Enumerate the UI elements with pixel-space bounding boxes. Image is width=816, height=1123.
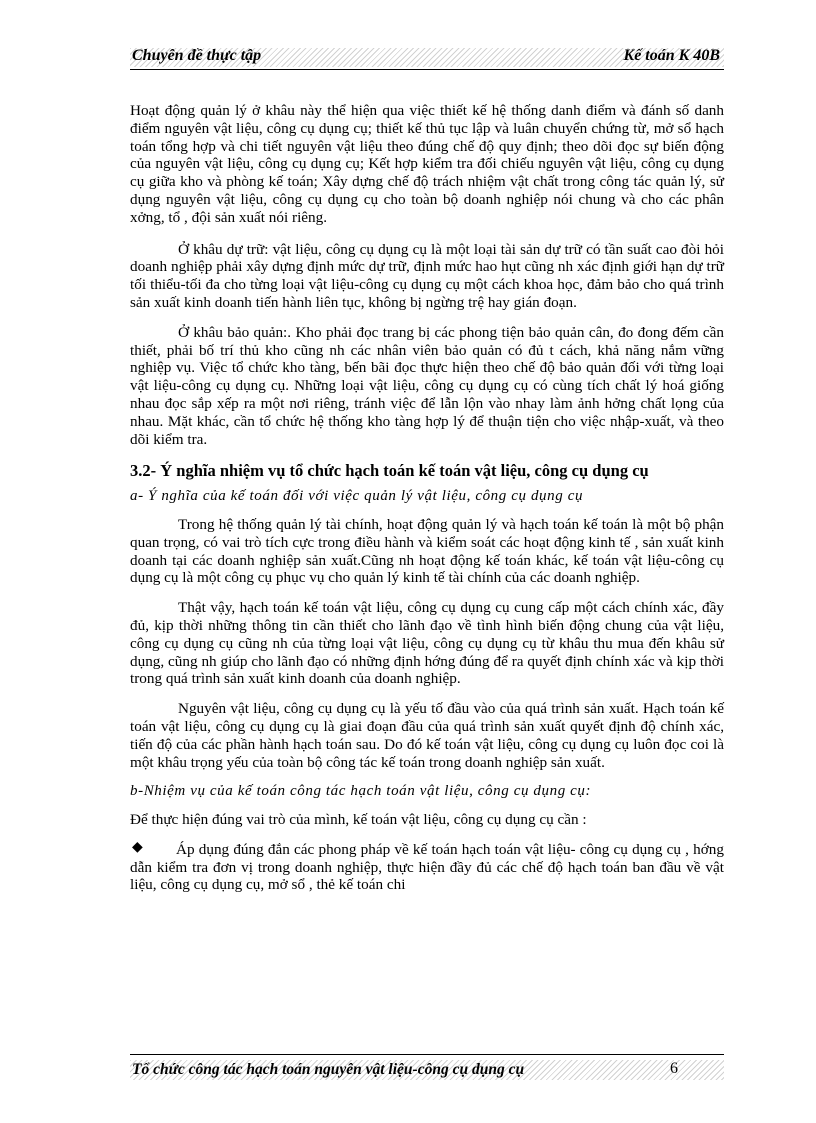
section-heading-3-2: 3.2- Ý nghĩa nhiệm vụ tổ chức hạch toán kế toán vật liệu, công cụ dụng cụ xyxy=(130,461,649,481)
list-item-text: Áp dụng đúng đắn các phong pháp về kế toán hạch toán vật liệu- công cụ dụng cụ , hớng dẫn kiểm tra đơn vị trong doanh nghiệp, thực hiện đầy đủ các chế độ hạch toán ban đầu về vật liệu, công cụ dụng cụ, mở sổ , thẻ kế toán chi xyxy=(130,840,724,894)
paragraph-input-factor: Nguyên vật liệu, công cụ dụng cụ là yếu tố đầu vào của quá trình sản xuất. Hạch toán kế toán vật liệu, công cụ dụng cụ là giai đoạn đầu của quá trình sản xuất quyết định độ chính xác, tiến độ của các phần hành hạch toán sau. Do đó kế toán vật liệu, công cụ dụng cụ luôn đọc coi là một khâu trọng yếu của toàn bộ công tác kế toán trong doanh nghiệp sản xuất. xyxy=(130,700,724,771)
page-number: 6 xyxy=(670,1060,678,1077)
document-body xyxy=(130,102,724,894)
header-left-title: Chuyên đề thực tập xyxy=(132,47,262,64)
page-footer xyxy=(130,1054,724,1084)
paragraph-management: Hoạt động quản lý ở khâu này thể hiện qua việc thiết kế hệ thống danh điểm và đánh số danh điểm nguyên vật liệu, công cụ dụng cụ; thiết kế thủ tục lập và luân chuyển chứng từ, mở sổ hạch toán tổng hợp và chi tiết nguyên vật liệu theo đúng chế độ quy định; theo dõi đọc sự biến động của nguyên vật liệu, công cụ dụng cụ; Kết hợp kiểm tra đối chiếu nguyên vật liệu, công cụ dụng cụ giữa kho và phòng kế toán; Xây dựng chế độ trách nhiệm vật chất trong công tác quản lý, sử dụng nguyên vật liệu, công cụ dụng cụ cho toàn bộ doanh nghiệp nói chung và cho các phân xởng, tổ , đội sản xuất nói riêng. xyxy=(130,102,724,226)
header-rule xyxy=(130,69,724,70)
paragraph-preservation: Ở khâu bảo quản:. Kho phải đọc trang bị các phong tiện bảo quản cân, đo đong đếm cần thiết, phải bố trí thủ kho cũng nh các nhân viên bảo quản có đủ t cách, khả năng nắm vững nghiệp vụ. Việc tổ chức kho tàng, bến bãi đọc thực hiện theo chế độ bảo quản đối với từng loại vật liệu-công cụ dụng cụ. Những loại vật liệu, công cụ dụng cụ có cùng tích chất lý hoá giống nhau đọc sắp xếp ra một nơi riêng, tránh việc để lẫn lộn vào nhay làm ảnh hởng chất lọng của nhau. Mặt khác, cần tổ chức hệ thống kho tàng hợp lý để thuận tiện cho việc nhập-xuất, và theo dõi kiểm tra. xyxy=(130,323,724,448)
paragraph-intro-tasks: Để thực hiện đúng vai trò của mình, kế toán vật liệu, công cụ dụng cụ cần : xyxy=(130,811,587,829)
footer-rule xyxy=(130,1054,724,1055)
page-header xyxy=(130,44,724,70)
footer-title: Tổ chức công tác hạch toán nguyên vật liệu-công cụ dụng cụ xyxy=(132,1061,525,1078)
paragraph-storage-reserve: Ở khâu dự trữ: vật liệu, công cụ dụng cụ là một loại tài sản dự trữ có tần suất cao đòi hỏi doanh nghiệp phải xây dựng định mức dự trữ, định mức hao hụt cũng nh xác định giới hạn dự trữ tối thiểu-tối đa cho từng loại vật liệu-công cụ dụng cụ một cách khoa học, đảm bảo cho quá trình sản xuất kinh doanh tiến hành liên tục, không bị ngừng trệ hay gián đoạn. xyxy=(130,240,724,311)
paragraph-role: Trong hệ thống quản lý tài chính, hoạt động quản lý và hạch toán kế toán là một bộ phận quan trọng, có vai trò tích cực trong điều hành và kiểm soát các hoạt động kinh tế , sản xuất kinh doanh tại các doanh nghiệp sản xuất.Cũng nh hoạt động kế toán khác, kế toán vật liệu-công cụ dụng cụ là một công cụ phục vụ cho quản lý kinh tế tài chính của các doanh nghiệp. xyxy=(130,515,724,587)
list-item xyxy=(130,841,724,894)
paragraph-indeed: Thật vậy, hạch toán kế toán vật liệu, công cụ dụng cụ cung cấp một cách chính xác, đầy đủ, kịp thời những thông tin cần thiết cho lãnh đạo về tình hình biến động chung của vật liệu, công cụ dụng cụ cũng nh của từng loại vật liệu, công cụ dụng cụ từ khâu thu mua đến khâu sử dụng, cũng nh giúp cho lãnh đạo có những định hớng đúng để ra quyết định chính xác và kịp thời trong quá trình sản xuất kinh doanh của doanh nghiệp. xyxy=(130,599,724,688)
diamond-bullet-icon: ◆ xyxy=(132,839,143,855)
header-right-title: Kế toán K 40B xyxy=(623,47,720,64)
subheading-a: a- Ý nghĩa của kế toán đối với việc quản lý vật liệu, công cụ dụng cụ xyxy=(130,488,584,505)
subheading-b: b-Nhiệm vụ của kế toán công tác hạch toán vật liệu, công cụ dụng cụ: xyxy=(130,783,592,800)
